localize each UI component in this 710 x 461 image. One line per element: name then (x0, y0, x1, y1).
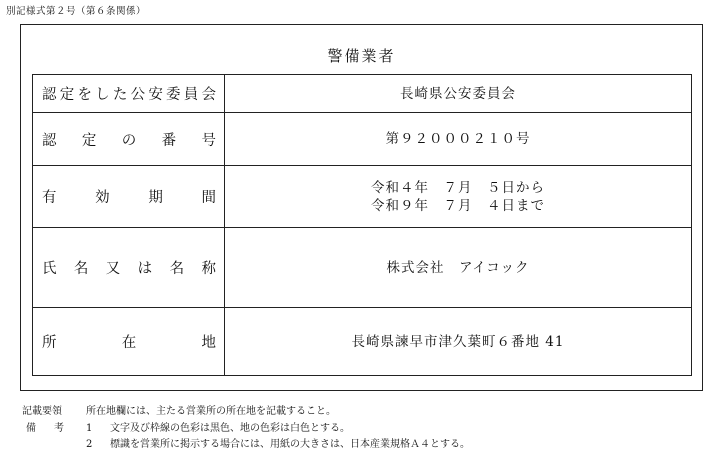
notes-section (22, 404, 470, 454)
notes-remark-row-1 (22, 421, 470, 438)
row-label-char: 安 (148, 87, 163, 103)
form-number-label: 別記様式第２号（第６条関係） (6, 6, 147, 17)
row-label-char: 名 (169, 261, 185, 277)
row-label (33, 186, 224, 207)
row-label-char: を (77, 87, 92, 103)
row-label-char: は (137, 261, 153, 277)
row-label-char: 間 (201, 190, 216, 206)
sign-table-row (33, 308, 692, 376)
row-label-char: 員 (183, 87, 199, 103)
row-value-cell (225, 228, 692, 308)
remark-number: 2 (86, 439, 93, 450)
row-label-char: の (121, 132, 137, 149)
security-business-sign (20, 24, 703, 391)
notes-remarks-heading-char: 備 (26, 422, 36, 434)
row-label-cell (33, 228, 225, 308)
row-label-char: 公 (130, 87, 146, 103)
notes-record-row (22, 404, 470, 421)
row-label-char: 号 (201, 132, 216, 149)
row-label-char: し (95, 87, 110, 103)
remark-number: 1 (86, 422, 93, 434)
row-label-char: 委 (166, 87, 181, 103)
row-label-char: 称 (201, 261, 216, 277)
row-value-cell (225, 75, 692, 113)
row-label-char: 所 (42, 335, 57, 351)
row-value-line: 長崎県諫早市津久葉町６番地 41 (351, 333, 565, 350)
row-label-cell (33, 113, 225, 166)
row-label-char: 又 (105, 261, 121, 277)
row-value-line: 令和４年 ７月 ５日から (371, 179, 545, 196)
row-value-cell (225, 166, 692, 228)
row-label-char: た (112, 87, 128, 103)
remark-text: 文字及び枠線の色彩は黒色、地の色彩は白色とする。 (110, 422, 350, 434)
sign-table-row (33, 113, 692, 166)
row-label-char: 有 (42, 190, 57, 206)
row-label (33, 331, 224, 352)
row-label (33, 257, 224, 278)
sign-table-row (33, 166, 692, 228)
row-value-line: 令和９年 ７月 ４日まで (371, 197, 545, 214)
row-label-cell (33, 75, 225, 113)
row-label-char: 認 (42, 87, 57, 103)
row-value-line: 長崎県公安委員会 (400, 85, 516, 102)
sign-info-table (32, 74, 692, 376)
notes-remarks-heading (22, 421, 64, 438)
row-label-char: 地 (201, 335, 216, 351)
row-label-char: 期 (148, 190, 163, 206)
row-label-cell (33, 166, 225, 228)
row-label-cell (33, 308, 225, 376)
row-label-char: 氏 (42, 261, 57, 277)
row-label-char: 認 (42, 132, 57, 149)
sign-table-row (33, 75, 692, 113)
row-label-char: 名 (73, 261, 89, 277)
sign-title: 警備業者 (327, 47, 396, 65)
row-value-line: 第９２０００２１０号 (385, 131, 531, 147)
row-value-cell (225, 113, 692, 166)
row-label-char: 番 (161, 132, 177, 149)
row-value-line: 株式会社 アイコック (386, 259, 530, 276)
row-label-char: 効 (95, 190, 110, 206)
row-label-char: 在 (121, 335, 137, 351)
notes-remarks-heading-char: 考 (54, 422, 64, 434)
row-label (33, 83, 224, 104)
row-label-char: 定 (81, 132, 97, 149)
sign-table-row (33, 228, 692, 308)
notes-record-heading: 記載要領 (22, 406, 62, 417)
remark-text: 標識を営業所に掲示する場合には、用紙の大きさは、日本産業規格Ａ４とする。 (110, 439, 470, 450)
notes-record-text: 所在地欄には、主たる営業所の所在地を記載すること。 (86, 406, 336, 417)
row-label-char: 会 (201, 87, 216, 103)
notes-remark-row-2 (22, 437, 470, 454)
row-label-char: 定 (59, 87, 75, 103)
row-label (33, 129, 224, 150)
row-value-cell (225, 308, 692, 376)
